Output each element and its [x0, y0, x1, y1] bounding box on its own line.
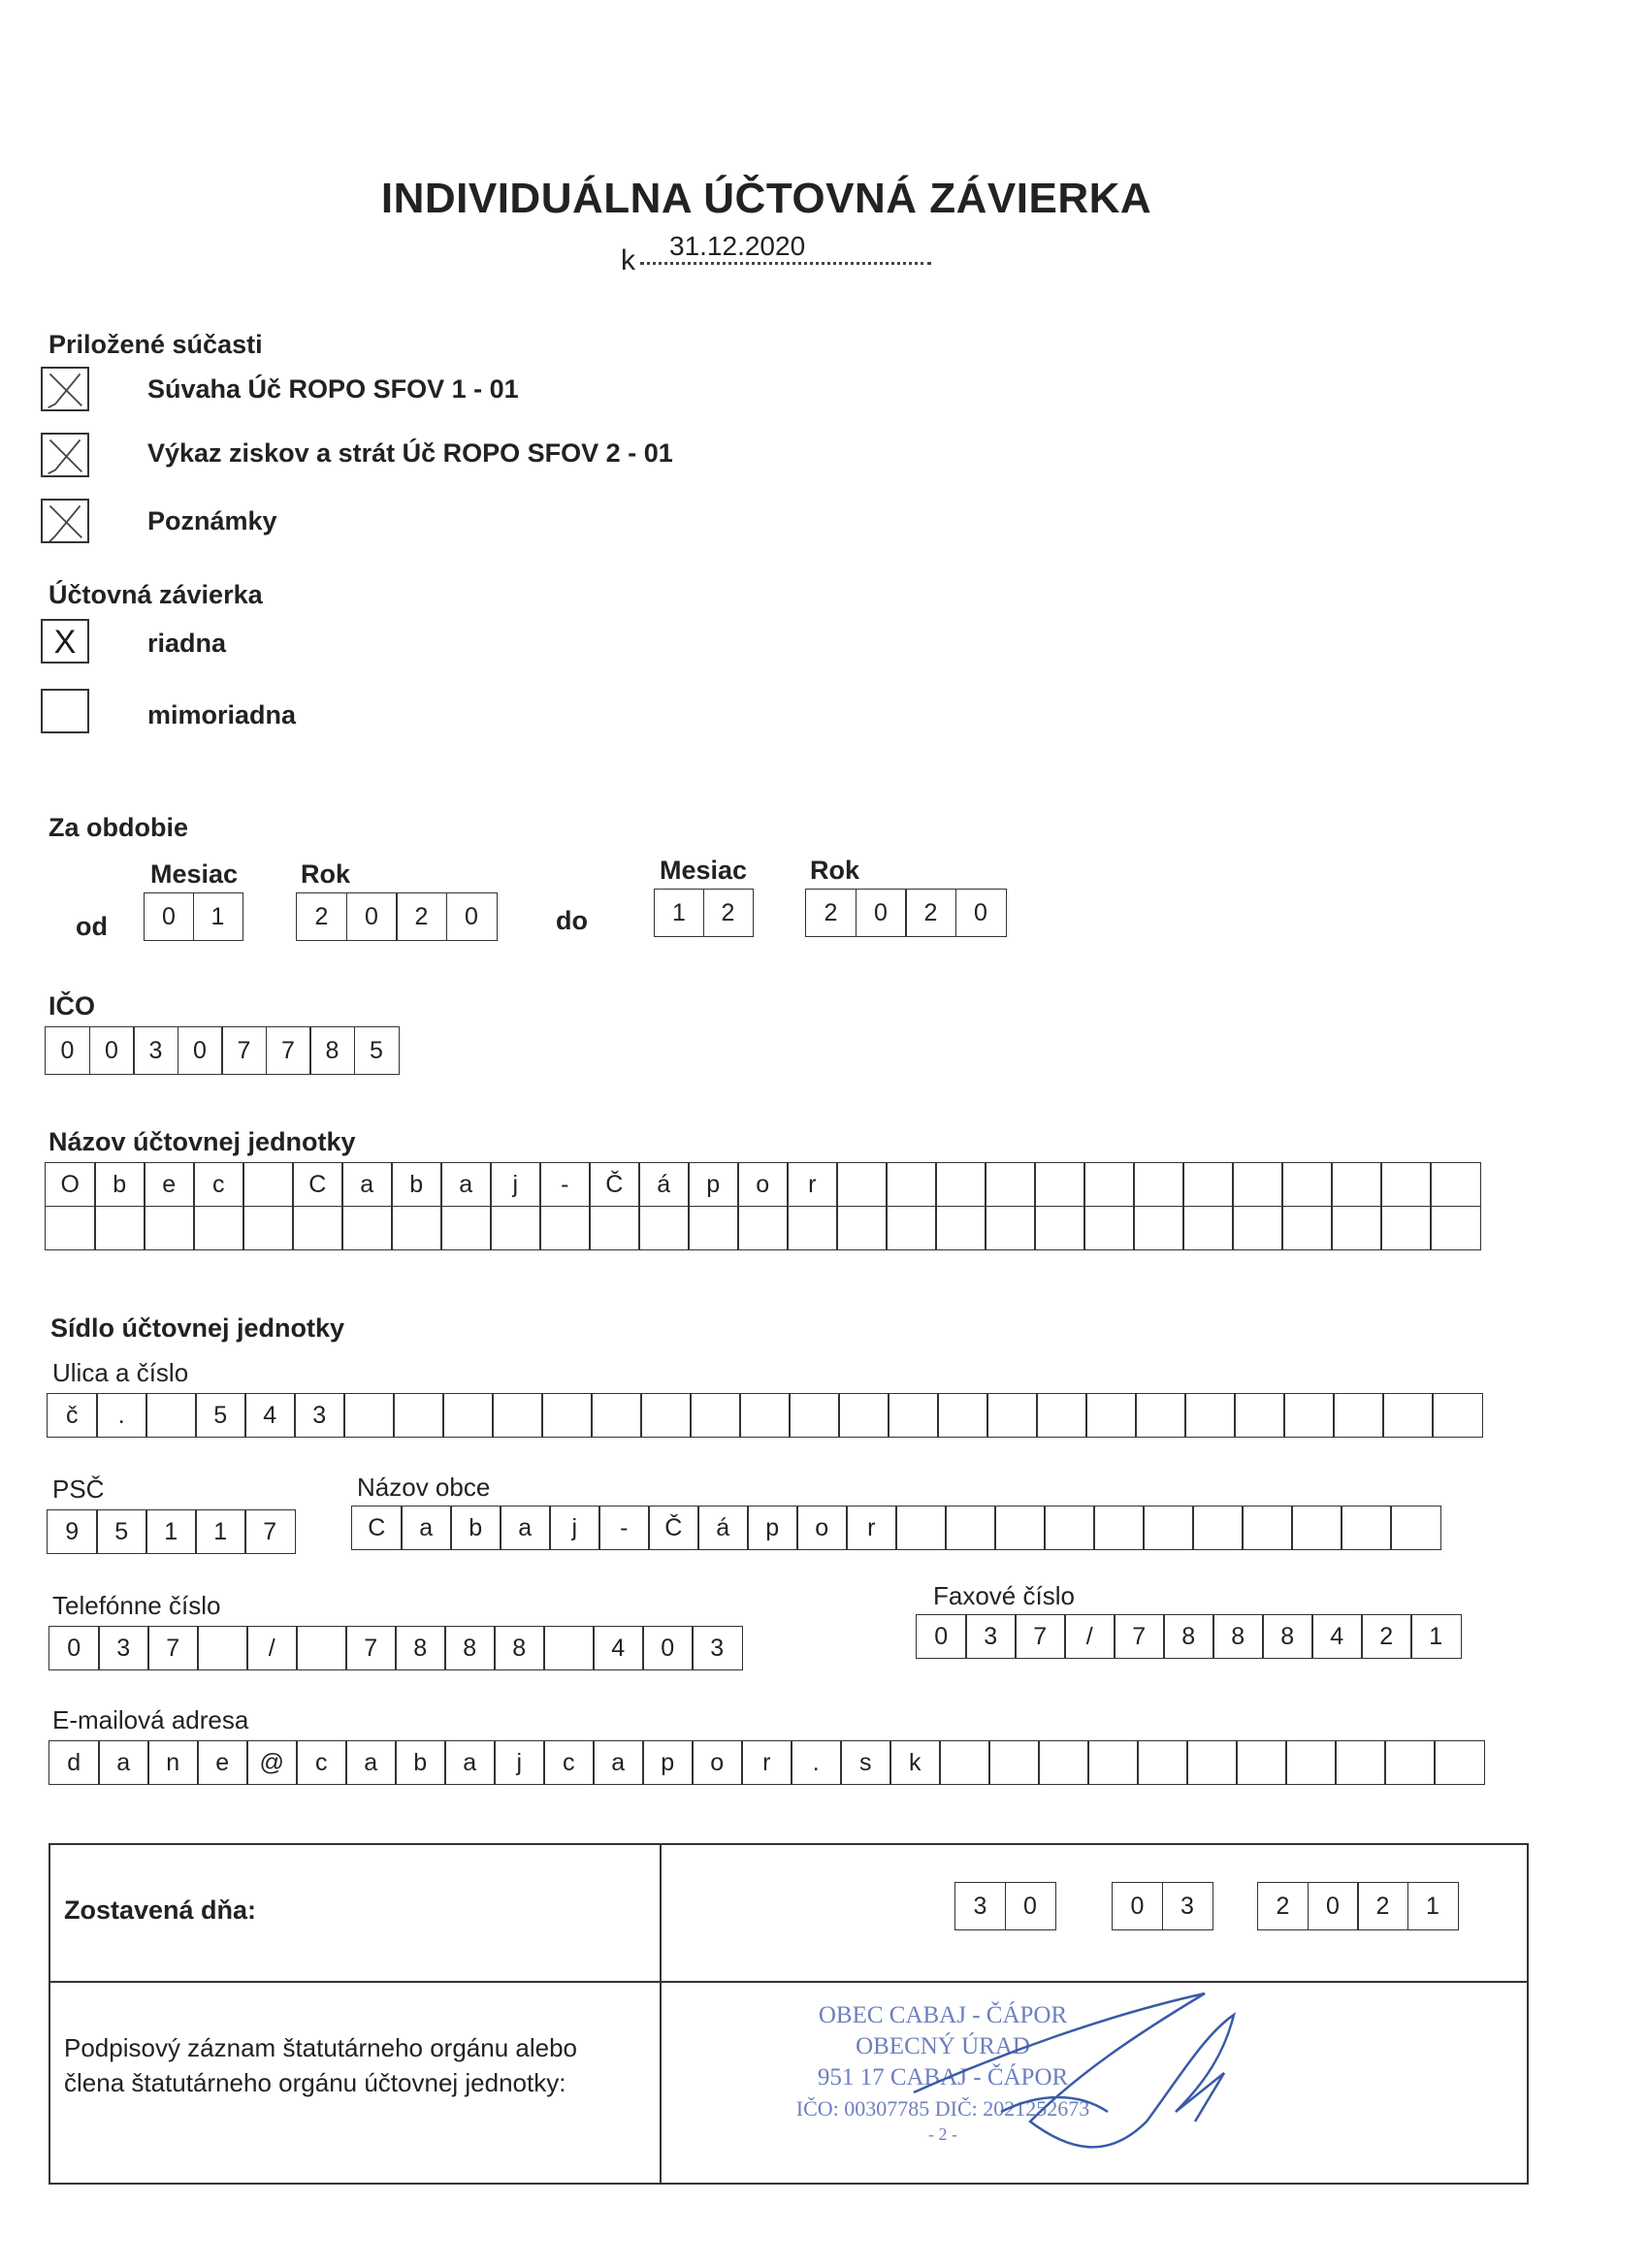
char-box — [945, 1506, 996, 1550]
compiled-signature-table — [48, 1843, 1529, 2185]
char-box — [935, 1206, 986, 1250]
compiled-day-field[interactable] — [954, 1882, 1056, 1930]
char-box: 4 — [1311, 1614, 1363, 1659]
char-box — [1430, 1206, 1481, 1250]
fax-label: Faxové číslo — [933, 1581, 1075, 1610]
char-box — [690, 1393, 741, 1438]
email-field[interactable] — [48, 1740, 1485, 1785]
char-box — [1390, 1506, 1441, 1550]
checkbox-regular[interactable]: X — [41, 619, 89, 664]
char-box: 0 — [642, 1626, 694, 1670]
attachments-heading: Priložené súčasti — [48, 330, 263, 359]
entity-name-label: Názov účtovnej jednotky — [48, 1127, 356, 1156]
char-box — [994, 1506, 1046, 1550]
compiled-month-field[interactable] — [1112, 1882, 1213, 1930]
char-box — [296, 1626, 347, 1670]
handwritten-x-icon — [43, 369, 87, 409]
attachment-label-balance-sheet: Súvaha Úč ROPO SFOV 1 - 01 — [147, 374, 519, 404]
checkbox-balance-sheet[interactable] — [41, 367, 89, 411]
char-box: n — [147, 1740, 199, 1785]
char-box — [490, 1206, 541, 1250]
document-title: INDIVIDUÁLNA ÚČTOVNÁ ZÁVIERKA — [380, 175, 1152, 222]
char-box — [1133, 1206, 1184, 1250]
char-box — [343, 1393, 395, 1438]
period-to-year-label: Rok — [810, 856, 860, 885]
char-box: a — [401, 1506, 452, 1550]
char-box: j — [490, 1162, 541, 1207]
char-box: 2 — [1357, 1882, 1408, 1930]
char-box — [1380, 1162, 1432, 1207]
char-box — [836, 1162, 888, 1207]
char-box: Č — [648, 1506, 699, 1550]
char-box: 0 — [178, 1026, 223, 1075]
char-box — [886, 1206, 937, 1250]
entity-name-row-1[interactable] — [45, 1162, 1481, 1207]
date-value[interactable]: 31.12.2020 — [669, 231, 806, 261]
char-box: a — [345, 1740, 397, 1785]
char-box: a — [341, 1162, 393, 1207]
char-box — [1182, 1162, 1234, 1207]
char-box — [1135, 1393, 1186, 1438]
char-box — [640, 1393, 692, 1438]
char-box: 3 — [954, 1882, 1006, 1930]
char-box — [688, 1206, 739, 1250]
char-box: Č — [589, 1162, 640, 1207]
street-label: Ulica a číslo — [52, 1358, 189, 1387]
char-box: 0 — [955, 889, 1007, 937]
char-box — [1333, 1393, 1384, 1438]
char-box — [1242, 1506, 1293, 1550]
char-box: 2 — [905, 889, 956, 937]
char-box — [1087, 1740, 1139, 1785]
char-box: 2 — [1257, 1882, 1309, 1930]
period-to-year-field[interactable] — [805, 889, 1007, 937]
char-box — [988, 1740, 1040, 1785]
char-box: a — [444, 1740, 496, 1785]
char-box: 3 — [965, 1614, 1017, 1659]
char-box — [1382, 1393, 1434, 1438]
char-box: b — [395, 1740, 446, 1785]
char-box: o — [737, 1162, 789, 1207]
period-from-label: od — [76, 912, 108, 941]
char-box — [1384, 1740, 1436, 1785]
char-box: 7 — [1114, 1614, 1165, 1659]
stamp-line-2: OBECNÝ ÚRAD — [856, 2033, 1030, 2059]
char-box: r — [846, 1506, 897, 1550]
char-box: 0 — [144, 892, 194, 941]
char-box: / — [1064, 1614, 1116, 1659]
char-box: a — [593, 1740, 644, 1785]
char-box — [1034, 1206, 1085, 1250]
char-box: 0 — [89, 1026, 135, 1075]
attachment-label-profit-loss: Výkaz ziskov a strát Úč ROPO SFOV 2 - 01 — [147, 438, 673, 468]
ico-field[interactable] — [45, 1026, 400, 1075]
handwritten-x-icon — [43, 435, 87, 475]
char-box — [1143, 1506, 1194, 1550]
char-box: 4 — [593, 1626, 644, 1670]
char-box — [895, 1506, 947, 1550]
char-box — [1335, 1740, 1386, 1785]
char-box — [638, 1206, 690, 1250]
char-box: a — [98, 1740, 149, 1785]
street-field[interactable] — [47, 1393, 1483, 1438]
char-box — [1380, 1206, 1432, 1250]
char-box — [341, 1206, 393, 1250]
char-box: 8 — [1163, 1614, 1214, 1659]
char-box: 2 — [1361, 1614, 1412, 1659]
char-box — [737, 1206, 789, 1250]
ico-label: IČO — [48, 991, 96, 1021]
fax-field[interactable] — [916, 1614, 1462, 1659]
char-box: 1 — [195, 1509, 246, 1554]
char-box: 1 — [654, 889, 704, 937]
char-box — [1192, 1506, 1244, 1550]
char-box — [146, 1393, 197, 1438]
char-box: e — [144, 1162, 195, 1207]
char-box — [1133, 1162, 1184, 1207]
char-box: 0 — [916, 1614, 967, 1659]
char-box — [787, 1206, 838, 1250]
char-box: 8 — [395, 1626, 446, 1670]
char-box — [539, 1206, 591, 1250]
compiled-label: Zostavená dňa: — [64, 1895, 257, 1925]
closure-heading: Účtovná závierka — [48, 580, 263, 609]
char-box — [739, 1393, 791, 1438]
char-box — [1285, 1740, 1337, 1785]
char-box: 3 — [133, 1026, 178, 1075]
char-box — [492, 1393, 543, 1438]
char-box: 1 — [193, 892, 243, 941]
char-box — [1036, 1393, 1087, 1438]
char-box — [1093, 1506, 1145, 1550]
char-box — [591, 1393, 642, 1438]
period-to-month-label: Mesiac — [660, 856, 748, 885]
char-box: k — [889, 1740, 941, 1785]
char-box: . — [791, 1740, 842, 1785]
checkbox-profit-loss[interactable] — [41, 433, 89, 477]
period-to-month-field[interactable] — [654, 889, 754, 937]
char-box — [442, 1393, 494, 1438]
seat-heading: Sídlo účtovnej jednotky — [50, 1313, 345, 1343]
char-box — [838, 1393, 889, 1438]
char-box: 8 — [1262, 1614, 1313, 1659]
char-box — [886, 1162, 937, 1207]
char-box: / — [246, 1626, 298, 1670]
char-box — [94, 1206, 146, 1250]
char-box: 8 — [444, 1626, 496, 1670]
char-box: d — [48, 1740, 100, 1785]
char-box — [1341, 1506, 1392, 1550]
char-box: 8 — [494, 1626, 545, 1670]
char-box — [1283, 1393, 1335, 1438]
char-box — [1085, 1393, 1137, 1438]
char-box: @ — [246, 1740, 298, 1785]
char-box: 0 — [1112, 1882, 1163, 1930]
char-box: r — [787, 1162, 838, 1207]
char-box: O — [45, 1162, 96, 1207]
handwritten-x-icon — [43, 501, 87, 541]
char-box: 0 — [346, 892, 398, 941]
char-box — [1038, 1740, 1089, 1785]
stamp-line-5: - 2 - — [928, 2124, 957, 2144]
period-heading: Za obdobie — [48, 813, 188, 842]
char-box: 3 — [294, 1393, 345, 1438]
char-box: 8 — [309, 1026, 355, 1075]
char-box — [985, 1162, 1036, 1207]
char-box: C — [351, 1506, 403, 1550]
char-box — [242, 1206, 294, 1250]
checkbox-extraordinary[interactable] — [41, 689, 89, 733]
char-box: a — [440, 1162, 492, 1207]
signature-label-line-2: člena štatutárneho orgánu účtovnej jednotky: — [64, 2068, 566, 2097]
stamp-line-4: IČO: 00307785 DIČ: 2021252673 — [795, 2096, 1090, 2121]
char-box — [1434, 1740, 1485, 1785]
closure-label-regular: riadna — [147, 629, 227, 658]
char-box: a — [500, 1506, 551, 1550]
phone-label: Telefónne číslo — [52, 1591, 221, 1620]
char-box — [1083, 1206, 1135, 1250]
char-box: p — [747, 1506, 798, 1550]
char-box — [1182, 1206, 1234, 1250]
char-box: 5 — [96, 1509, 147, 1554]
period-to-label: do — [556, 906, 588, 935]
char-box: 7 — [266, 1026, 311, 1075]
town-field[interactable] — [351, 1506, 1441, 1550]
char-box — [1281, 1206, 1333, 1250]
char-box: 7 — [221, 1026, 267, 1075]
char-box — [1291, 1506, 1342, 1550]
char-box: 4 — [244, 1393, 296, 1438]
char-box — [986, 1393, 1038, 1438]
char-box: - — [598, 1506, 650, 1550]
char-box: 9 — [47, 1509, 98, 1554]
psc-label: PSČ — [52, 1474, 105, 1504]
char-box: 3 — [1162, 1882, 1213, 1930]
char-box — [1184, 1393, 1236, 1438]
char-box: s — [840, 1740, 891, 1785]
entity-name-row-2[interactable] — [45, 1206, 1481, 1250]
char-box — [1234, 1393, 1285, 1438]
compiled-year-field[interactable] — [1257, 1882, 1459, 1930]
closure-label-extraordinary: mimoriadna — [147, 700, 297, 729]
char-box: č — [47, 1393, 98, 1438]
signature-label-line-1: Podpisový záznam štatutárneho orgánu alebo — [64, 2033, 578, 2062]
char-box: 7 — [345, 1626, 397, 1670]
char-box: 0 — [48, 1626, 100, 1670]
char-box — [939, 1740, 990, 1785]
char-box: b — [450, 1506, 501, 1550]
char-box — [836, 1206, 888, 1250]
char-box — [1232, 1206, 1283, 1250]
char-box: 5 — [195, 1393, 246, 1438]
char-box — [1281, 1162, 1333, 1207]
char-box: b — [391, 1162, 442, 1207]
char-box: 8 — [1212, 1614, 1264, 1659]
char-box: r — [741, 1740, 792, 1785]
char-box: 5 — [354, 1026, 400, 1075]
char-box: 2 — [296, 892, 347, 941]
char-box: c — [193, 1162, 244, 1207]
date-prefix: k — [621, 244, 635, 276]
char-box: 0 — [856, 889, 907, 937]
char-box — [440, 1206, 492, 1250]
char-box — [1236, 1740, 1287, 1785]
period-from-month-label: Mesiac — [150, 859, 239, 889]
char-box — [391, 1206, 442, 1250]
checkbox-notes[interactable] — [41, 499, 89, 543]
char-box: o — [692, 1740, 743, 1785]
char-box: . — [96, 1393, 147, 1438]
char-box: j — [549, 1506, 600, 1550]
char-box: á — [638, 1162, 690, 1207]
table-vertical-divider — [660, 1845, 662, 2183]
char-box — [197, 1626, 248, 1670]
char-box — [1186, 1740, 1238, 1785]
char-box — [242, 1162, 294, 1207]
char-box: p — [688, 1162, 739, 1207]
psc-field[interactable] — [47, 1509, 296, 1554]
char-box: - — [539, 1162, 591, 1207]
char-box — [1432, 1393, 1483, 1438]
char-box — [144, 1206, 195, 1250]
char-box: 0 — [1308, 1882, 1359, 1930]
char-box — [1331, 1162, 1382, 1207]
char-box — [541, 1393, 593, 1438]
char-box — [1137, 1740, 1188, 1785]
char-box — [1331, 1206, 1382, 1250]
attachment-label-notes: Poznámky — [147, 506, 277, 535]
char-box: c — [543, 1740, 595, 1785]
char-box: j — [494, 1740, 545, 1785]
char-box — [985, 1206, 1036, 1250]
char-box — [1083, 1162, 1135, 1207]
char-box: 2 — [703, 889, 754, 937]
char-box — [589, 1206, 640, 1250]
handwritten-signature-icon — [885, 1976, 1311, 2170]
char-box: 7 — [147, 1626, 199, 1670]
stamp-line-3: 951 17 CABAJ - ČÁPOR — [817, 2064, 1069, 2090]
char-box: 7 — [1015, 1614, 1066, 1659]
char-box: o — [796, 1506, 848, 1550]
char-box — [935, 1162, 986, 1207]
char-box — [393, 1393, 444, 1438]
char-box: p — [642, 1740, 694, 1785]
char-box — [543, 1626, 595, 1670]
char-box: 3 — [98, 1626, 149, 1670]
char-box: 2 — [396, 892, 447, 941]
char-box — [292, 1206, 343, 1250]
char-box: 7 — [244, 1509, 296, 1554]
char-box: e — [197, 1740, 248, 1785]
char-box — [789, 1393, 840, 1438]
char-box — [888, 1393, 939, 1438]
char-box — [1430, 1162, 1481, 1207]
stamp-line-1: OBEC CABAJ - ČÁPOR — [818, 2002, 1068, 2028]
phone-field[interactable] — [48, 1626, 743, 1670]
char-box: 2 — [805, 889, 857, 937]
char-box: 0 — [446, 892, 498, 941]
char-box: C — [292, 1162, 343, 1207]
char-box: 1 — [1410, 1614, 1462, 1659]
char-box: 0 — [45, 1026, 90, 1075]
date-dotted-line — [640, 252, 931, 265]
char-box — [193, 1206, 244, 1250]
char-box — [1034, 1162, 1085, 1207]
period-from-year-field[interactable] — [296, 892, 498, 941]
char-box: 0 — [1005, 1882, 1056, 1930]
char-box — [1232, 1162, 1283, 1207]
char-box: 1 — [146, 1509, 197, 1554]
char-box: 1 — [1407, 1882, 1459, 1930]
email-label: E-mailová adresa — [52, 1705, 249, 1734]
char-box — [937, 1393, 988, 1438]
period-from-year-label: Rok — [301, 859, 351, 889]
char-box — [45, 1206, 96, 1250]
period-from-month-field[interactable] — [144, 892, 243, 941]
char-box — [1044, 1506, 1095, 1550]
char-box: b — [94, 1162, 146, 1207]
char-box: á — [697, 1506, 749, 1550]
town-label: Názov obce — [357, 1473, 491, 1502]
char-box: c — [296, 1740, 347, 1785]
char-box: 3 — [692, 1626, 743, 1670]
